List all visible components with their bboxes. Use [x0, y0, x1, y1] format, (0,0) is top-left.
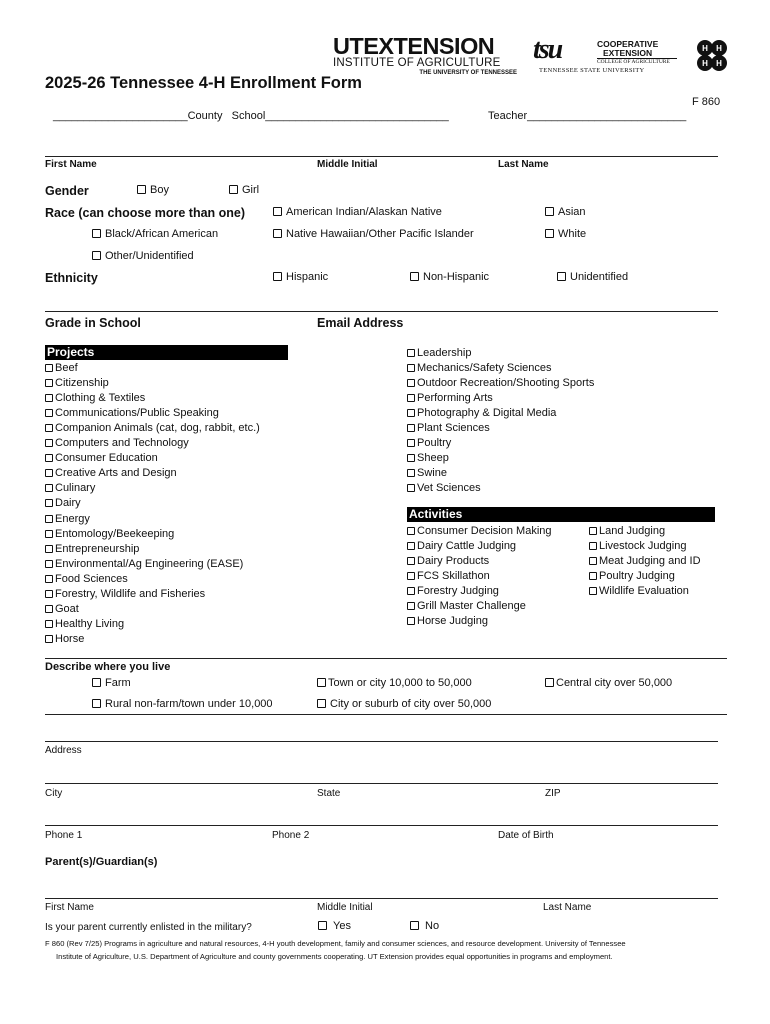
first-name-label: First Name: [45, 159, 97, 170]
checkbox-icon[interactable]: [318, 921, 327, 930]
activity-item[interactable]: [589, 585, 689, 597]
project-label: Outdoor Recreation/Shooting Sports: [417, 377, 595, 390]
tsu-extension: EXTENSION: [603, 48, 653, 58]
ethnicity-option-non-hispanic[interactable]: Non-Hispanic: [410, 271, 489, 283]
residence-option-rural[interactable]: Rural non-farm/town under 10,000: [92, 698, 273, 710]
ut-institute-line: INSTITUTE OF AGRICULTURE: [333, 57, 501, 69]
military-question: Is your parent currently enlisted in the military?: [45, 922, 252, 933]
project-label: Sheep: [417, 452, 449, 465]
project-item[interactable]: [45, 528, 174, 540]
race-option-asian[interactable]: Asian: [545, 206, 586, 218]
footer-line-1: F 860 (Rev 7/25) Programs in agriculture and natural resources, 4-H youth development, family and consumer sciences, and resource development. University of Tennessee: [45, 939, 626, 948]
checkbox-icon[interactable]: [407, 602, 415, 610]
activity-item[interactable]: [589, 570, 675, 582]
checkbox-icon[interactable]: [317, 699, 326, 708]
project-label: Beef: [55, 362, 78, 374]
activities-heading: Activities: [407, 507, 715, 522]
project-item[interactable]: [407, 437, 451, 449]
name-line[interactable]: [45, 156, 718, 157]
project-label: Environmental/Ag Engineering (EASE): [55, 557, 244, 570]
checkbox-icon[interactable]: [229, 185, 238, 194]
checkbox-icon[interactable]: [45, 575, 53, 583]
project-item[interactable]: [45, 513, 90, 525]
project-label: Poultry: [417, 437, 452, 450]
race-option-native-hawaiian[interactable]: Native Hawaiian/Other Pacific Islander: [273, 228, 474, 240]
project-item[interactable]: [45, 573, 128, 585]
parent-last-name-label: Last Name: [543, 902, 592, 913]
activity-item[interactable]: [589, 540, 686, 552]
project-label: Energy: [55, 512, 90, 525]
checkbox-icon[interactable]: [45, 605, 53, 613]
project-item[interactable]: [45, 437, 189, 449]
checkbox-icon[interactable]: [92, 699, 101, 708]
parent-name-line[interactable]: [45, 898, 718, 899]
checkbox-icon[interactable]: [407, 454, 415, 462]
activity-label: Forestry Judging: [417, 585, 499, 598]
tsu-cooperative: COOPERATIVE: [597, 39, 659, 49]
military-yes-option[interactable]: Yes: [318, 920, 351, 932]
activity-label: Dairy Products: [417, 555, 490, 568]
checkbox-icon[interactable]: [45, 364, 53, 372]
residence-label: Describe where you live: [45, 661, 171, 673]
checkbox-icon[interactable]: [410, 272, 419, 281]
project-item[interactable]: [45, 422, 260, 434]
project-item[interactable]: [407, 362, 552, 374]
activity-item[interactable]: [407, 540, 516, 552]
activity-label: Land Judging: [599, 525, 666, 537]
project-label: Companion Animals (cat, dog, rabbit, etc.): [55, 422, 260, 435]
ut-extension-wordmark: UTEXTENSION: [333, 33, 495, 59]
activity-item[interactable]: [407, 585, 499, 597]
checkbox-icon[interactable]: [45, 635, 53, 643]
project-item[interactable]: [407, 467, 447, 479]
checkbox-icon[interactable]: [273, 272, 282, 281]
project-item[interactable]: [45, 618, 124, 630]
email-label: Email Address: [317, 316, 404, 330]
project-label: Vet Sciences: [417, 482, 481, 495]
residence-option-suburb[interactable]: City or suburb of city over 50,000: [317, 698, 491, 710]
teacher-field: [488, 110, 686, 122]
checkbox-icon[interactable]: [45, 484, 53, 492]
project-item[interactable]: [45, 407, 219, 419]
svg-text:H: H: [716, 44, 722, 53]
tsu-college: COLLEGE OF AGRICULTURE: [597, 58, 677, 66]
project-item[interactable]: [45, 467, 177, 479]
project-label: Creative Arts and Design: [55, 467, 177, 480]
parents-label: Parent(s)/Guardian(s): [45, 856, 158, 868]
project-label: Healthy Living: [55, 617, 125, 630]
checkbox-icon[interactable]: [317, 678, 326, 687]
svg-text:H: H: [716, 59, 722, 68]
project-item[interactable]: [45, 588, 205, 600]
project-label: Photography & Digital Media: [417, 407, 557, 420]
parent-middle-initial-label: Middle Initial: [317, 902, 373, 913]
teacher-blank[interactable]: __________________________: [527, 110, 687, 122]
checkbox-icon[interactable]: [410, 921, 419, 930]
project-item[interactable]: [45, 603, 79, 615]
project-item[interactable]: [407, 407, 556, 419]
project-item[interactable]: [407, 377, 594, 389]
checkbox-icon[interactable]: [45, 394, 53, 402]
residence-option-farm[interactable]: Farm: [92, 677, 131, 689]
residence-option-town[interactable]: Town or city 10,000 to 50,000: [317, 677, 472, 689]
checkbox-icon[interactable]: [407, 527, 415, 535]
svg-text:H: H: [702, 59, 708, 68]
checkbox-icon[interactable]: [407, 364, 415, 372]
checkbox-icon[interactable]: [45, 590, 53, 598]
grade-email-line[interactable]: [45, 311, 718, 312]
project-label: Mechanics/Safety Sciences: [417, 362, 552, 375]
checkbox-icon[interactable]: [45, 560, 53, 568]
project-label: Horse: [55, 632, 85, 645]
checkbox-icon[interactable]: [589, 557, 597, 565]
checkbox-icon[interactable]: [407, 542, 415, 550]
project-item[interactable]: [45, 482, 95, 494]
gender-label: Gender: [45, 184, 89, 198]
checkbox-icon[interactable]: [545, 229, 554, 238]
teacher-label: Teacher: [488, 110, 528, 122]
ut-extension-logo: [333, 34, 519, 78]
checkbox-icon[interactable]: [45, 515, 53, 523]
projects-heading: Projects: [45, 345, 288, 360]
tsu-university: TENNESSEE STATE UNIVERSITY: [539, 67, 645, 74]
checkbox-icon[interactable]: [407, 587, 415, 595]
checkbox-icon[interactable]: [45, 439, 53, 447]
checkbox-icon[interactable]: [407, 349, 415, 357]
checkbox-icon[interactable]: [407, 439, 415, 447]
checkbox-icon[interactable]: [407, 469, 415, 477]
project-item[interactable]: [45, 633, 84, 645]
address-line[interactable]: [45, 741, 718, 742]
gender-option-label: Boy: [150, 184, 169, 196]
form-number: F 860: [692, 96, 721, 108]
checkbox-icon[interactable]: [589, 572, 597, 580]
gender-girl-option[interactable]: [229, 184, 259, 196]
project-label: Communications/Public Speaking: [55, 407, 219, 420]
last-name-label: Last Name: [498, 159, 549, 170]
checkbox-icon[interactable]: [407, 409, 415, 417]
activity-label: Dairy Cattle Judging: [417, 540, 517, 553]
ut-university-line: THE UNIVERSITY OF TENNESSEE: [419, 70, 517, 76]
project-item[interactable]: [407, 347, 471, 359]
activity-item[interactable]: [407, 600, 526, 612]
project-label: Performing Arts: [417, 392, 493, 405]
checkbox-icon[interactable]: [273, 207, 282, 216]
activity-item[interactable]: [407, 615, 488, 627]
activity-label: Horse Judging: [417, 615, 488, 628]
checkbox-icon[interactable]: [557, 272, 566, 281]
school-blank[interactable]: ______________________________: [265, 110, 449, 122]
checkbox-icon[interactable]: [92, 229, 101, 238]
project-label: Consumer Education: [55, 452, 158, 465]
ethnicity-option-hispanic[interactable]: Hispanic: [273, 271, 328, 283]
checkbox-icon[interactable]: [137, 185, 146, 194]
project-label: Plant Sciences: [417, 422, 490, 435]
project-label: Culinary: [55, 482, 96, 495]
project-item[interactable]: [407, 392, 493, 404]
residence-bottom-rule: [45, 714, 727, 715]
tsu-extension-logo: [533, 34, 683, 78]
checkbox-icon[interactable]: [45, 469, 53, 477]
checkbox-icon[interactable]: [273, 229, 282, 238]
activity-label: Livestock Judging: [599, 540, 687, 553]
county-blank[interactable]: ______________________: [53, 110, 188, 122]
checkbox-icon[interactable]: [45, 530, 53, 538]
race-option-white[interactable]: White: [545, 228, 586, 240]
gender-option-label: Girl: [242, 184, 260, 196]
ethnicity-label: Ethnicity: [45, 271, 98, 285]
gender-boy-option[interactable]: [137, 184, 169, 196]
checkbox-icon[interactable]: [407, 424, 415, 432]
checkbox-icon[interactable]: [545, 678, 554, 687]
checkbox-icon[interactable]: [407, 394, 415, 402]
zip-label: ZIP: [545, 788, 561, 799]
checkbox-icon[interactable]: [545, 207, 554, 216]
activity-label: Wildlife Evaluation: [599, 585, 689, 598]
activity-label: Grill Master Challenge: [417, 600, 526, 613]
city-label: City: [45, 788, 63, 799]
activity-label: Poultry Judging: [599, 570, 675, 583]
project-item[interactable]: [407, 452, 449, 464]
checkbox-icon[interactable]: [589, 587, 597, 595]
county-label: County: [187, 110, 223, 122]
form-title: 2025-26 Tennessee 4-H Enrollment Form: [45, 74, 362, 92]
project-item[interactable]: [407, 482, 481, 494]
checkbox-icon[interactable]: [589, 542, 597, 550]
activity-label: Meat Judging and ID: [599, 555, 701, 568]
activity-label: FCS Skillathon: [417, 570, 490, 583]
activity-item[interactable]: [407, 555, 489, 567]
project-item[interactable]: [45, 377, 109, 389]
tsu-mark: tsu: [533, 34, 562, 65]
phone2-label: Phone 2: [272, 830, 310, 841]
project-item[interactable]: [45, 362, 78, 374]
project-label: Dairy: [55, 497, 81, 510]
footer-line-2: Institute of Agriculture, U.S. Department of Agriculture and county governments cooperating. UT Extension provides equal opportunities in programs and employment.: [56, 952, 613, 961]
phone-dob-line[interactable]: [45, 825, 718, 826]
parent-first-name-label: First Name: [45, 902, 94, 913]
project-label: Clothing & Textiles: [55, 392, 146, 405]
project-item[interactable]: [45, 392, 145, 404]
checkbox-icon[interactable]: [45, 409, 53, 417]
checkbox-icon[interactable]: [407, 617, 415, 625]
checkbox-icon[interactable]: [407, 484, 415, 492]
activity-item[interactable]: [589, 525, 665, 537]
project-item[interactable]: [407, 422, 490, 434]
grade-label: Grade in School: [45, 316, 141, 330]
race-option-american-indian[interactable]: American Indian/Alaskan Native: [273, 206, 442, 218]
checkbox-icon[interactable]: [92, 678, 101, 687]
checkbox-icon[interactable]: [45, 545, 53, 553]
checkbox-icon[interactable]: [45, 620, 53, 628]
checkbox-icon[interactable]: [45, 424, 53, 432]
race-option-other[interactable]: Other/Unidentified: [92, 250, 194, 262]
school-label: School: [231, 110, 266, 122]
activity-item[interactable]: [407, 525, 552, 537]
svg-text:H: H: [702, 44, 708, 53]
project-label: Swine: [417, 467, 447, 480]
checkbox-icon[interactable]: [407, 557, 415, 565]
project-label: Leadership: [417, 347, 472, 359]
dob-label: Date of Birth: [498, 830, 554, 841]
project-label: Entrepreneurship: [55, 542, 140, 555]
project-label: Entomology/Beekeeping: [55, 527, 175, 540]
activity-item[interactable]: [589, 555, 701, 567]
project-label: Goat: [55, 602, 79, 615]
project-item[interactable]: [45, 452, 158, 464]
checkbox-icon[interactable]: [407, 379, 415, 387]
activity-label: Consumer Decision Making: [417, 525, 552, 537]
checkbox-icon[interactable]: [45, 499, 53, 507]
race-option-black[interactable]: Black/African American: [92, 228, 218, 240]
race-label: Race (can choose more than one): [45, 206, 246, 220]
phone1-label: Phone 1: [45, 830, 83, 841]
ethnicity-option-unidentified[interactable]: Unidentified: [557, 271, 628, 283]
middle-initial-label: Middle Initial: [317, 159, 378, 170]
residence-option-central-city[interactable]: Central city over 50,000: [545, 677, 672, 689]
checkbox-icon[interactable]: [45, 379, 53, 387]
checkbox-icon[interactable]: [407, 572, 415, 580]
project-item[interactable]: [45, 497, 81, 509]
project-item[interactable]: [45, 543, 139, 555]
residence-top-rule: [45, 658, 727, 659]
checkbox-icon[interactable]: [45, 454, 53, 462]
checkbox-icon[interactable]: [589, 527, 597, 535]
city-state-zip-line[interactable]: [45, 783, 718, 784]
project-label: Forestry, Wildlife and Fisheries: [55, 587, 206, 600]
military-no-option[interactable]: No: [410, 920, 439, 932]
project-label: Computers and Technology: [55, 437, 189, 450]
address-label: Address: [45, 745, 82, 756]
project-item[interactable]: [45, 558, 243, 570]
project-label: Food Sciences: [55, 572, 128, 585]
state-label: State: [317, 788, 341, 799]
county-school-teacher-line: [53, 110, 449, 122]
activity-item[interactable]: [407, 570, 490, 582]
checkbox-icon[interactable]: [92, 251, 101, 260]
project-label: Citizenship: [55, 377, 109, 390]
four-leaf-clover-icon: [693, 37, 731, 75]
